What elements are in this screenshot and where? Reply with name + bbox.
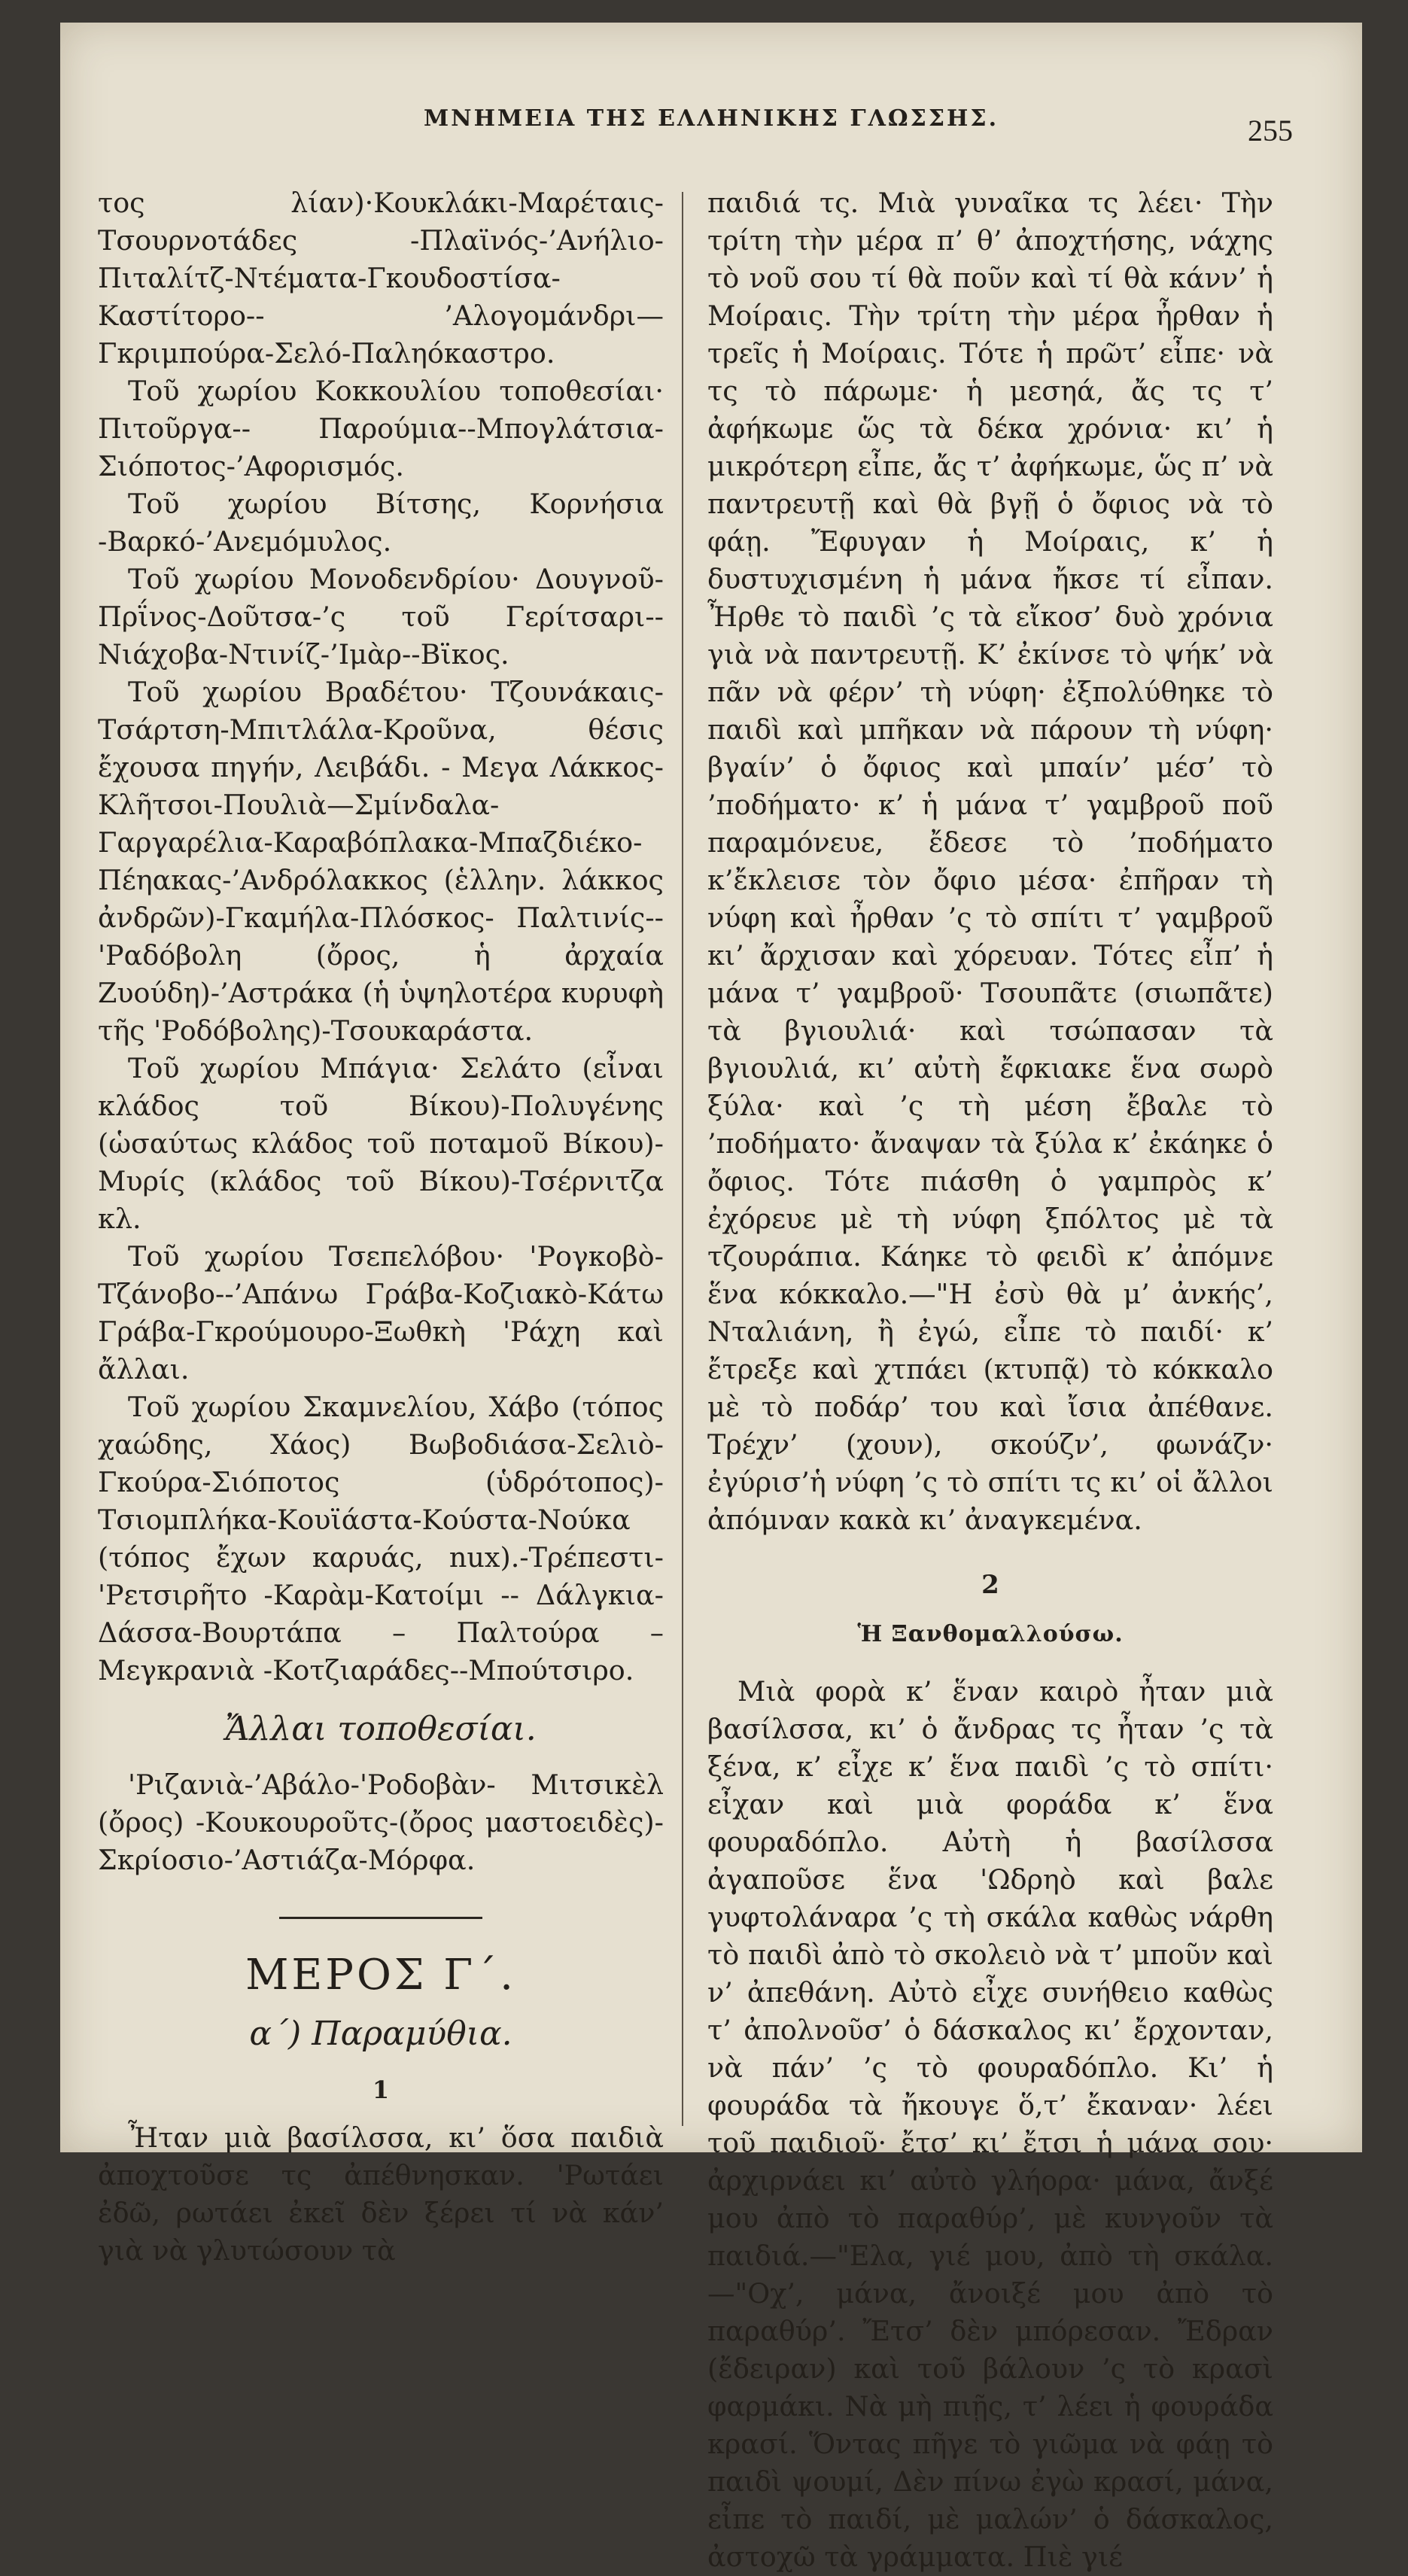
left-column [98,184,664,2270]
other-places-paragraph: 'Ριζανιὰ-’Αβάλο-'Ροδοβὰν- Μιτσικὲλ (ὄρος) -Κουκουροῦτς-(ὄρος μαστοειδὲς)-Σκρίοσιο-’Αστιάζα-Μόρφα. [98,1769,664,1876]
place-names-paragraph: Τοῦ χωρίου Βίτσης, Κορνήσια -Βαρκό-’Ανεμόμυλος. [98,488,664,558]
place-names-paragraph: τος λίαν)·Κουκλάκι-Μαρέταις-Τσουρνοτάδες -Πλαϊνός-’Ανήλιο-Πιταλίτζ-Ντέματα-Γκουδοστίσα-Καστίτορο-- ’Αλογομάνδρι— Γκριμπούρα-Σελό-Παληόκαστρο. [98,187,664,370]
column-divider [682,192,683,2126]
other-places-heading: Ἄλλαι τοποθεσίαι. [225,1710,537,1748]
running-head: ΜΝΗΜΕΙΑ ΤΗΣ ΕΛΛΗΝΙΚΗΣ ΓΛΩΣΣΗΣ. [423,105,999,132]
part-title: ΜΕΡΟΣ Γ΄. [245,1951,516,2000]
right-column [707,184,1273,2576]
place-names-paragraph: Τοῦ χωρίου Βραδέτου· Τζουνάκαις-Τσάρτση-Μπιτλάλα-Κροῦνα, θέσις ἔχουσα πηγήν, Λειβάδι. - Μεγα Λάκκος-Κλῆτσοι-Πουλιὰ—Σμίνδαλα-Γαργαρέλια-Καραβόπλακα-Μπαζδιέκο-Πέηακας-’Ανδρόλακκος (ἑλλην. λάκκος ἀνδρῶν)-Γκαμήλα-Πλόσκος- Παλτινίς-- 'Ραδόβολη (ὄρος, ἡ ἀρχαία Ζυούδη)-’Αστράκα (ἡ ὑψηλοτέρα κυρυφὴ τῆς 'Ροδόβολης)-Τσουκαράστα. [98,676,664,1047]
section-separator [279,1917,482,1919]
place-names-paragraph: Τοῦ χωρίου Μπάγια· Σελάτο (εἶναι κλάδος τοῦ Βίκου)-Πολυγένης (ὡσαύτως κλάδος τοῦ ποταμοῦ Βίκου)-Μυρίς (κλάδος τοῦ Βίκου)-Τσέρνιτζα κλ. [98,1052,664,1235]
place-names-paragraph: Τοῦ χωρίου Μονοδενδρίου· Δουγνοῦ-Πρΐνος-Δοῦτσα-’ς τοῦ Γερίτσαρι--Νιάχοβα-Ντινίζ-’Ιμὰρ--Βϊκος. [98,563,664,671]
section-title: α΄) Παραμύθια. [249,2015,512,2053]
page-number: 255 [1248,114,1293,148]
tale-number: 2 [981,1570,999,1600]
place-names-paragraph: Τοῦ χωρίου Τσεπελόβου· 'Ρογκοβὸ-Τζάνοβο--’Απάνω Γράβα-Κοζιακὸ-Κάτω Γράβα-Γκρούμουρο-Ξωθκὴ 'Ράχη καὶ ἄλλαι. [98,1240,664,1385]
place-names-paragraph: Τοῦ χωρίου Σκαμνελίου, Χάβο (τόπος χαώδης, Χάος) Βωβοδιάσα-Σελιὸ-Γκούρα-Σιόποτος (ὑδρότοπος)-Τσιομπλήκα-Κουϊάστα-Κούστα-Νούκα (τόπος ἔχων καρυάς, nux).-Τρέπεστι-'Ρετσιρῆτο -Καρὰμ-Κατοίμι -- Δάλγκια-Δάσσα-Βουρτάπα – Παλτούρα – Μεγκρανιὰ -Κοτζιαράδες--Μπούτσιρο. [98,1391,664,1686]
tale-number: 1 [372,2076,390,2104]
book-page [60,23,1362,2573]
place-names-paragraph: Τοῦ χωρίου Κοκκουλίου τοποθεσίαι· Πιτοῦργα-- Παρούμια--Μπογλάτσια-Σιόποτος-’Αφορισμός. [98,375,664,482]
tale-text: Ἦταν μιὰ βασίλσσα, κι’ ὅσα παιδιὰ ἀποχτοῦσε τς ἀπέθνησκαν. 'Ρωτάει ἐδῶ, ρωτάει ἐκεῖ δὲν ξέρει τί νὰ κάν’ γιὰ νὰ γλυτώσουν τὰ [98,2121,664,2267]
tale-text: Μιὰ φορὰ κ’ ἕναν καιρὸ ἦταν μιὰ βασίλσσα, κι’ ὁ ἄνδρας τς ἦταν ’ς τὰ ξένα, κ’ εἶχε κ’ ἕνα παιδὶ ’ς τὸ σπίτι· εἶχαν καὶ μιὰ φοράδα κ’ ἕνα φουραδόπλο. Αὐτὴ ἡ βασίλσσα ἀγαποῦσε ἕνα 'Ωδρηὸ καὶ βαλε γυφτολάναρα ’ς τὴ σκάλα καθὼς νάρθη τὸ παιδὶ ἀπὸ τὸ σκολειὸ νὰ τ’ μποῦν καὶ ν’ ἀπεθάνη. Αὐτὸ εἶχε συνήθειο καθὼς τ’ ἀπολνοῦσ’ ὁ δάσκαλος κι’ ἔρχονταν, νὰ πάν’ ’ς τὸ φουραδόπλο. Κι’ ἡ φουράδα τὰ ἤκουγε ὅ,τ’ ἔκαναν· λέει τοῦ παιδιοῦ· ἔτσ’ κι’ ἔτσι ἡ μάνα σου· ἀρχιρνάει κι’ αὐτὸ γλήορα· μάνα, ἄνξέ μου ἀπὸ τὸ παραθύρ’, μὲ κυνγοῦν τὰ παιδιά.—"Ελα, γιέ μου, ἀπὸ τὴ σκάλα.—"Οχ’, μάνα, ἄνοιξέ μου ἀπὸ τὸ παραθύρ’. Ἔτσ’ δὲν μπόρεσαν. Ἔδραν (ἔδειραν) καὶ τοῦ βάλουν ’ς τὸ κρασὶ φαρμάκι. Νὰ μὴ πιῇς, τ’ λέει ἡ φουράδα κρασί. Ὅντας πῆγε τὸ γιῶμα νὰ φάῃ τὸ παιδὶ ψουμί, Δὲν πίνω ἐγὼ κρασί, μάνα, εἶπε τὸ παιδί, μὲ μαλών’ ὁ δάσκαλος, ἀστοχῶ τὰ γράμματα. Πιὲ γιέ [707,1675,1273,2573]
tale-text: παιδιά τς. Μιὰ γυναῖκα τς λέει· Τὴν τρίτη τὴν μέρα π’ θ’ ἀποχτήσης, νάχης τὸ νοῦ σου τί θὰ ποῦν καὶ τί θὰ κάνν’ ἡ Μοίραις. Τὴν τρίτη τὴν μέρα ἦρθαν ἡ τρεῖς ἡ Μοίραις. Τότε ἡ πρῶτ’ εἶπε· νὰ τς τὸ πάρωμε· ἡ μεσηά, ἄς τς τ’ ἀφήκωμε ὥς τὰ δέκα χρόνια· κι’ ἡ μικρότερη εἶπε, ἄς τ’ ἀφήκωμε, ὥς π’ νὰ παντρευτῇ καὶ θὰ βγῇ ὁ ὄφιος νὰ τὸ φάῃ. Ἔφυγαν ἡ Μοίραις, κ’ ἡ δυστυχισμένη ἡ μάνα ἤκσε τί εἶπαν. Ἦρθε τὸ παιδὶ ’ς τὰ εἴκοσ’ δυὸ χρόνια γιὰ νὰ παντρευτῇ. Κ’ ἐκίνσε τὸ ψήκ’ νὰ πᾶν νὰ φέρν’ τὴ νύφη· ἐξπολύθηκε τὸ παιδὶ καὶ μπῆκαν νὰ πάρουν τὴ νύφη· βγαίν’ ὁ ὄφιος καὶ μπαίν’ μέσ’ τὸ ’ποδήματο· κ’ ἡ μάνα τ’ γαμβροῦ ποῦ παραμόνευε, ἔδεσε τὸ ’ποδήματο κ’ἔκλεισε τὸν ὄφιο μέσα· ἐπῆραν τὴ νύφη καὶ ἦρθαν ’ς τὸ σπίτι τ’ γαμβροῦ κι’ ἄρχισαν καὶ χόρευαν. Τότες εἶπ’ ἡ μάνα τ’ γαμβροῦ· Τσουπᾶτε (σιωπᾶτε) τὰ βγιουλιά· καὶ τσώπασαν τὰ βγιουλιά, κι’ αὐτὴ ἔφκιακε ἕνα σωρὸ ξύλα· καὶ ’ς τὴ μέση ἔβαλε τὸ ’ποδήματο· ἄναψαν τὰ ξύλα κ’ ἐκάηκε ὁ ὄφιος. Τότε πιάσθη ὁ γαμπρὸς κ’ ἐχόρευε μὲ τὴ νύφη ξπόλτος μὲ τὰ τζουράπια. Κάηκε τὸ φειδὶ κ’ ἀπόμνε ἕνα κόκκαλο.—"Η ἐσὺ θὰ μ’ ἀνκής’, Νταλιάνη, ἢ ἐγώ, εἶπε τὸ παιδί· κ’ ἔτρεξε καὶ χτπάει (κτυπᾷ) τὸ κόκκαλο μὲ τὸ ποδάρ’ του καὶ ἴσια ἀπέθανε. Τρέχν’ (χουν), σκούζν’, φωνάζν· ἐγύρισ’ἡ νύφη ’ς τὸ σπίτι τς κι’ οἱ ἄλλοι ἀπόμναν κακὰ κι’ ἀναγκεμένα. [707,187,1273,1536]
tale-title: Ἡ Ξανθομαλλούσω. [857,1621,1124,1647]
